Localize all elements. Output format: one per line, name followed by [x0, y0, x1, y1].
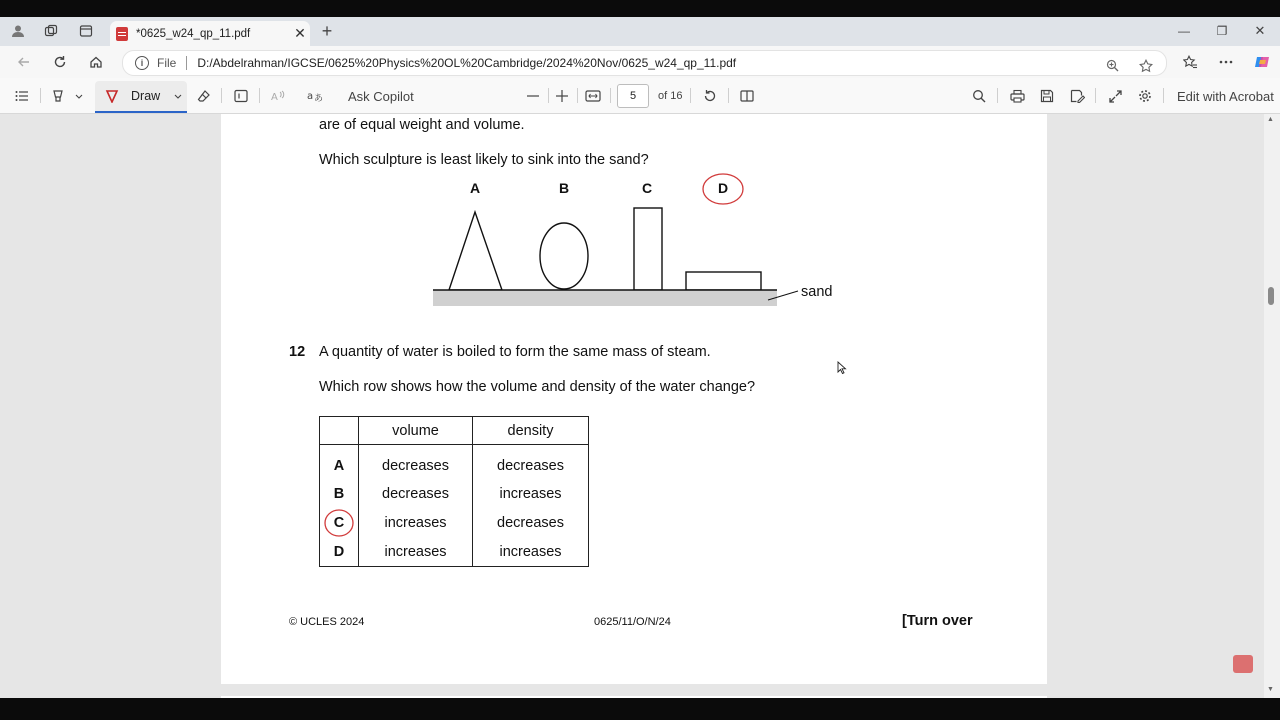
row-volume: decreases [359, 445, 473, 480]
contents-list-icon[interactable] [12, 86, 32, 106]
eraser-icon[interactable] [194, 86, 214, 106]
toolbar-divider [610, 88, 611, 103]
toolbar-divider [690, 88, 691, 103]
pdf-file-icon [116, 27, 128, 41]
pdf-page [221, 114, 1047, 684]
scrollbar-thumb[interactable] [1268, 287, 1274, 305]
sand-layer [433, 290, 777, 306]
q12-question: Which row shows how the volume and density of the water change? [319, 379, 756, 395]
draw-dropdown-chevron-icon[interactable] [174, 94, 182, 99]
rotate-icon[interactable] [700, 86, 720, 106]
edit-with-acrobat-button[interactable]: Edit with Acrobat [1177, 88, 1274, 104]
scroll-up-arrow-icon[interactable]: ▲ [1267, 116, 1274, 123]
q11-question: Which sculpture is least likely to sink into the sand? [319, 152, 649, 168]
svg-text:あ: あ [314, 94, 323, 103]
q12-answer-table [319, 416, 589, 567]
save-icon[interactable] [1037, 86, 1057, 106]
q12-stem: A quantity of water is boiled to form the same mass of steam. [319, 344, 711, 360]
restore-button[interactable]: ❐ [1216, 24, 1228, 38]
sculpture-b-ellipsoid [540, 223, 588, 289]
row-volume: increases [359, 509, 473, 538]
fullscreen-expand-icon[interactable] [1105, 86, 1125, 106]
zoom-icon[interactable] [1106, 59, 1119, 75]
workspaces-icon[interactable] [40, 21, 62, 41]
sculptures-diagram [221, 114, 1047, 320]
sand-label: sand [801, 284, 833, 300]
toolbar-divider [728, 88, 729, 103]
minimize-button[interactable]: — [1178, 24, 1190, 38]
table-row [320, 509, 589, 538]
row-density: increases [473, 538, 589, 567]
read-aloud-icon[interactable] [268, 86, 288, 106]
label-sculpture-a: A [469, 180, 481, 196]
row-letter-cell [320, 509, 359, 538]
mouse-cursor-icon [837, 361, 847, 375]
sculpture-c-tall-cylinder [634, 208, 662, 290]
toolbar-divider [1163, 88, 1164, 103]
profile-icon[interactable] [7, 21, 29, 41]
sculpture-a-cone [449, 212, 502, 290]
toolbar-divider [548, 88, 549, 103]
save-as-icon[interactable] [1067, 86, 1087, 106]
pdf-viewer [0, 114, 1280, 698]
back-arrow-icon[interactable] [12, 52, 36, 72]
tab-active-pdf[interactable] [110, 21, 310, 46]
table-header-density: density [473, 417, 589, 445]
favorite-star-icon[interactable] [1139, 59, 1153, 76]
table-row [320, 538, 589, 567]
zoom-in-icon[interactable] [552, 86, 572, 106]
row-letter: C [333, 515, 345, 531]
row-density: increases [473, 480, 589, 509]
tab-strip [0, 17, 1280, 46]
svg-text:A: A [271, 92, 278, 102]
page-total-label: of 16 [658, 90, 683, 102]
top-black-band [0, 0, 1280, 17]
translate-icon[interactable] [305, 86, 325, 106]
site-info-icon[interactable]: i [135, 56, 149, 70]
toolbar-divider [40, 88, 41, 103]
row-letter: D [320, 538, 359, 567]
pdf-toolbar [0, 78, 1280, 114]
tab-title: *0625_w24_qp_11.pdf [136, 27, 251, 40]
favorites-icon[interactable] [1178, 52, 1202, 72]
acrobat-logo-icon[interactable] [1233, 655, 1253, 673]
row-letter: A [320, 445, 359, 480]
page-view-icon[interactable] [737, 86, 757, 106]
find-search-icon[interactable] [969, 86, 989, 106]
footer-turn-over: [Turn over [902, 613, 973, 629]
table-header-volume: volume [359, 417, 473, 445]
draw-label: Draw [131, 89, 161, 103]
vertical-scrollbar[interactable] [1264, 114, 1280, 698]
sculpture-d-flat-disc [686, 272, 761, 290]
toolbar-divider [1095, 88, 1096, 103]
tab-actions-icon[interactable] [75, 21, 97, 41]
print-icon[interactable] [1007, 86, 1027, 106]
row-letter: B [320, 480, 359, 509]
question-12-number: 12 [289, 344, 306, 360]
annotation-circle-c [323, 508, 355, 538]
url-text[interactable]: D:/Abdelrahman/IGCSE/0625%20Physics%20OL%20Cambridge/2024%20Nov/0625_w24_qp_11.pdf [197, 56, 737, 70]
toolbar-divider [221, 88, 222, 103]
table-header-row [320, 417, 589, 445]
bottom-black-band [0, 698, 1280, 720]
new-tab-button[interactable]: + [321, 20, 333, 41]
highlight-icon[interactable] [48, 86, 68, 106]
draw-button[interactable] [95, 81, 187, 113]
scroll-down-arrow-icon[interactable]: ▼ [1267, 686, 1274, 693]
fit-to-width-icon[interactable] [583, 86, 603, 106]
row-density: decreases [473, 445, 589, 480]
label-sculpture-b: B [558, 180, 570, 196]
settings-gear-icon[interactable] [1135, 86, 1155, 106]
toolbar-divider [259, 88, 260, 103]
pen-icon [105, 89, 121, 103]
add-text-icon[interactable] [231, 86, 251, 106]
home-icon[interactable] [84, 52, 108, 72]
copilot-icon[interactable] [1250, 52, 1274, 72]
ask-copilot-button[interactable]: Ask Copilot [348, 88, 414, 104]
label-sculpture-c: C [641, 180, 653, 196]
more-options-icon[interactable] [1214, 52, 1238, 72]
footer-copyright: © UCLES 2024 [289, 616, 365, 628]
row-density: decreases [473, 509, 589, 538]
tab-close-button[interactable]: ✕ [294, 25, 306, 41]
highlight-dropdown-chevron-icon[interactable] [72, 86, 86, 106]
toolbar-divider [997, 88, 998, 103]
file-protocol-label: File [157, 56, 177, 70]
page-number-input[interactable]: 5 [617, 84, 649, 108]
url-box[interactable] [122, 50, 1167, 76]
row-volume: decreases [359, 480, 473, 509]
table-header-cell [320, 417, 359, 445]
refresh-icon[interactable] [48, 52, 72, 72]
url-separator [186, 56, 187, 70]
address-bar-row [0, 46, 1280, 78]
toolbar-divider [577, 88, 578, 103]
zoom-out-icon[interactable] [523, 86, 543, 106]
q11-text-line2: are of equal weight and volume. [319, 117, 525, 133]
window-close-button[interactable]: ✕ [1254, 23, 1266, 38]
footer-paper-code: 0625/11/O/N/24 [594, 616, 671, 628]
svg-text:a: a [307, 91, 314, 102]
table-row [320, 445, 589, 480]
row-volume: increases [359, 538, 473, 567]
table-row [320, 480, 589, 509]
label-sculpture-d: D [717, 180, 729, 196]
